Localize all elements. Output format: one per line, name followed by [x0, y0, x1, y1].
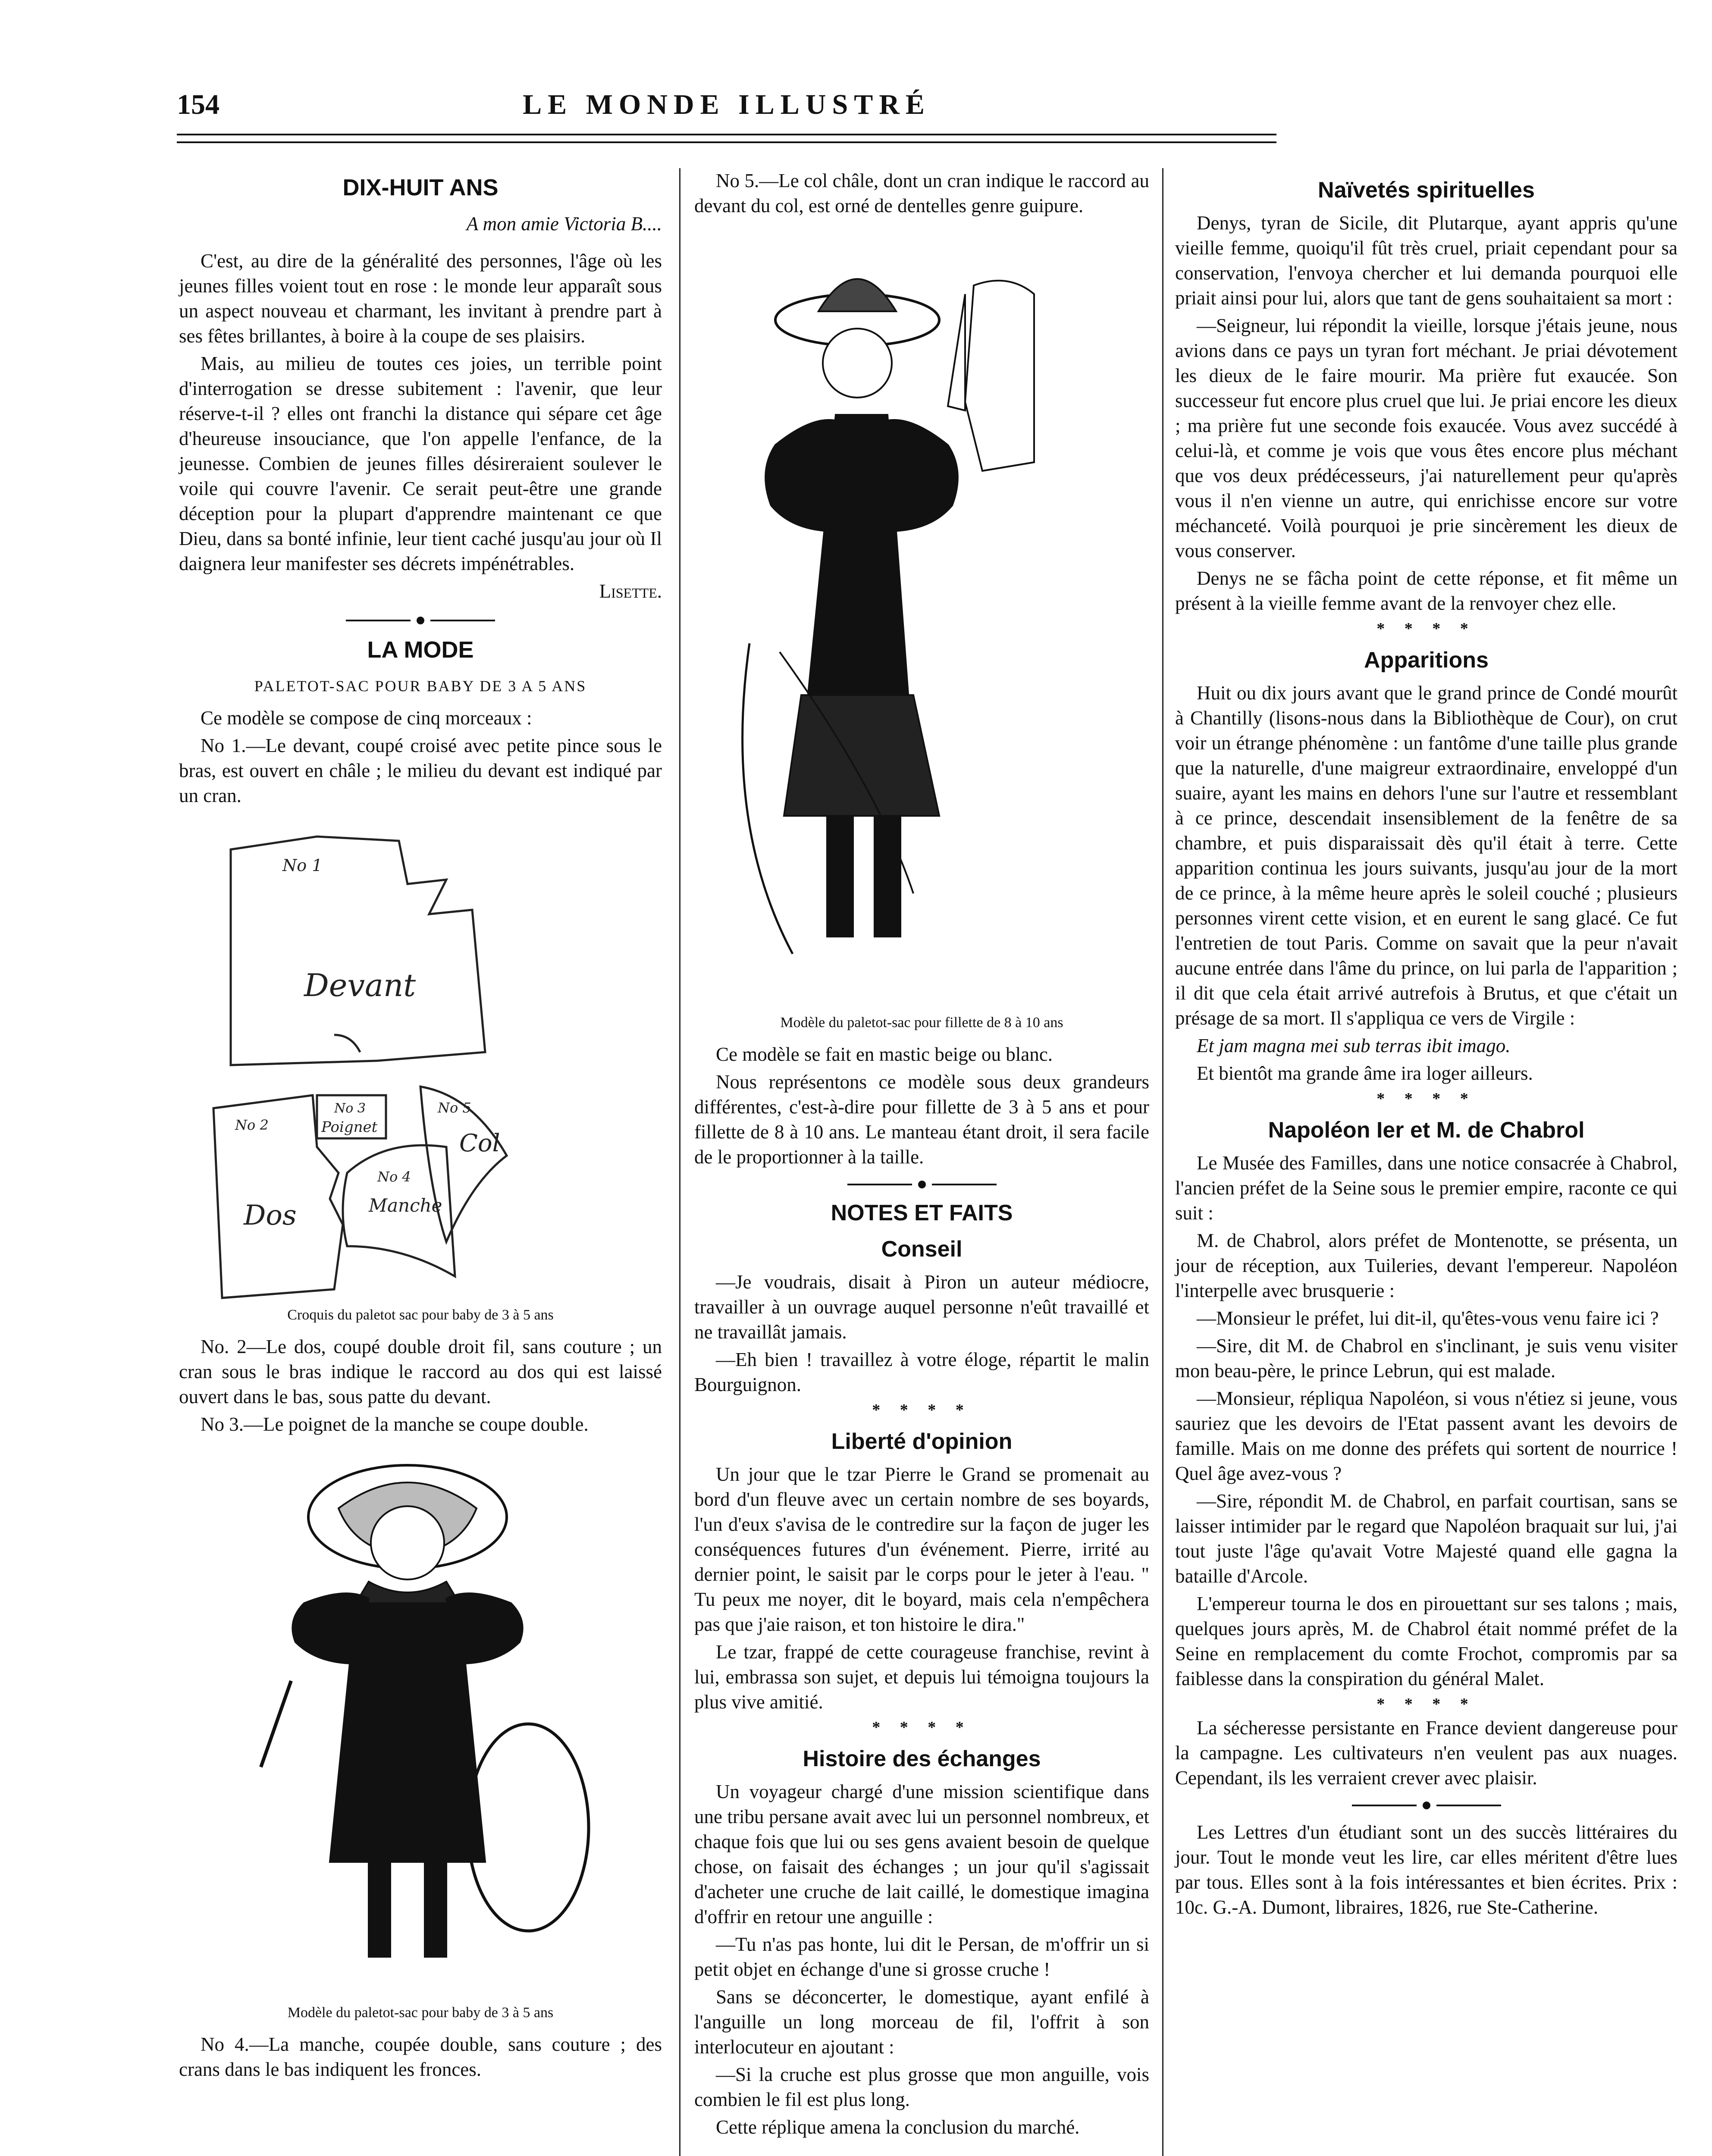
pattern-label: No 1: [282, 856, 323, 875]
middle-column: [694, 168, 1149, 2142]
virgil-verse: Et jam magna mei sub terras ibit imago.: [1197, 1035, 1511, 1056]
napoleon-paragraph: M. de Chabrol, alors préfet de Montenotte, se présenta, un jour de réception, aux Tuileries, devant l'empereur. Napoléon l'interpelle avec brusquerie :: [1175, 1230, 1678, 1301]
pattern-piece-devant: [231, 837, 485, 1065]
liberte-paragraph: Un jour que le tzar Pierre le Grand se promenait au bord d'un fleuve avec un certain nombre de ses boyards, l'un d'eux s'avisa de le contredire sur la façon de juger les conséquences futures d'un événement. Pierre, irrité au dernier point, le saisit par le corps pour le jeter à l'eau. " Tu peux me noyer, dit le boyard, mais cela n'empêchera pas que j'aie raison, et ton histoire le dira.": [694, 1463, 1149, 1635]
section-stars: * * * *: [1376, 620, 1476, 638]
mode-paragraph: No 1.—Le devant, coupé croisé avec petite pince sous le bras, est ouvert en châle ; le milieu du devant est indiqué par un cran.: [179, 735, 662, 806]
mode-paragraph: No. 2—Le dos, coupé double droit fil, sans couture ; un cran sous le bras indique le raccord au dos qui est laissé ouvert dans le bas, sous patte du devant.: [179, 1336, 662, 1407]
dixhuit-title: DIX-HUIT ANS: [342, 175, 499, 201]
girl-coat-caption: Modèle du paletot-sac pour fillette de 8 à 10 ans: [780, 1015, 1063, 1031]
dixhuit-paragraph: Mais, au milieu de toutes ces joies, un terrible point d'interrogation se dresse subitement : l'avenir, que leur réserve-t-il ? elles ont franchi la distance qui sépare cet âge d'heureuse insouciance, que l'on appelle l'enfance, de la jeunesse. Combien de jeunes filles désireraient soulever le voile qui couvre l'avenir. Ce serait peut-être une grande déception pour la plupart d'apprendre maintenant ce que Dieu, dans sa bonté infinie, leur tient caché jusqu'au jour où Il daignera leur manifester ses décrets impénétrables.: [179, 353, 662, 574]
pattern-label: Poignet: [321, 1119, 378, 1136]
right-column: [1175, 168, 1678, 1922]
pattern-label: Col: [459, 1129, 500, 1157]
mode-title: LA MODE: [367, 637, 474, 663]
header-rule-bottom: [177, 141, 1276, 143]
naivetes-paragraph: Denys ne se fâcha point de cette réponse, et fit même un présent à la vieille femme avant de la renvoyer chez elle.: [1175, 567, 1678, 614]
section-stars: * * * *: [872, 1401, 972, 1419]
conseil-paragraph: —Je voudrais, disait à Piron un auteur médiocre, travailler à un ouvrage auquel personne n'eût travaillé et ne travaillât jamais.: [694, 1271, 1149, 1343]
napoleon-paragraph: —Monsieur, répliqua Napoléon, si vous n'étiez si jeune, vous sauriez que les devoirs de l'Etat passent avant les devoirs de famille. Mais on me donne des préfets qui sortent de nourrice ! Quel âge avez-vous ?: [1175, 1388, 1678, 1484]
napoleon-paragraph: Le Musée des Familles, dans une notice consacrée à Chabrol, l'ancien préfet de la Seine sous le premier empire, raconte ce qui suit :: [1175, 1152, 1678, 1224]
page-number: 154: [177, 89, 219, 120]
apparitions-paragraph: Huit ou dix jours avant que le grand prince de Condé mourût à Chantilly (lisons-nous dans la Bibliothèque de Cour), on crut voir un étrange phénomène : un fantôme d'une taille plus grande que la naturelle, d'une maigreur extraordinaire, enveloppé d'un suaire, ayant les mains en dehors l'une sur l'autre et ressemblant à ce prince, descendait insensiblement de la fenêtre de sa chambre, et puis disparaissait dès qu'il était à terre. Cette apparition continua les jours suivants, jusqu'au jour de la mort de ce prince, à la même heure après le soleil couché ; plusieurs personnes virent cette vision, et en eurent le sang glacé. Ce fut l'entretien de tout Paris. Comme on savait que la peur n'avait aucune entrée dans l'âme du prince, on lui parla de l'apparition ; il dit que cela était arrivé autrefois à Brutus, et que c'était un présage de sa mort. Il s'appliqua ce vers de Virgile :: [1175, 682, 1678, 1029]
mode-paragraph: No 5.—Le col châle, dont un cran indique le raccord au devant du col, est orné de dentelles genre guipure.: [694, 170, 1149, 216]
column-separator-right: [1162, 168, 1163, 2156]
ornament-divider: [1175, 1802, 1678, 1809]
header-rule-top: [177, 134, 1276, 135]
echanges-title: Histoire des échanges: [803, 1746, 1041, 1771]
pattern-label: Dos: [244, 1200, 297, 1232]
echanges-paragraph: —Tu n'as pas honte, lui dit le Persan, de m'offrir un si petit objet en échange d'une si grosse cruche !: [694, 1934, 1149, 1980]
section-stars: * * * *: [872, 1718, 972, 1736]
virgil-translation: Et bientôt ma grande âme ira loger ailleurs.: [1197, 1062, 1533, 1084]
pattern-sketch-figure: [205, 811, 636, 1302]
echanges-paragraph: —Si la cruche est plus grosse que mon anguille, vois combien le fil est plus long.: [694, 2064, 1149, 2110]
mode-paragraph: Ce modèle se compose de cinq morceaux :: [201, 707, 532, 729]
liberte-paragraph: Le tzar, frappé de cette courageuse franchise, revint à lui, embrassa son sujet, et depuis lui témoigna toujours la plus vive amitié.: [694, 1641, 1149, 1713]
baby-coat-illustration: [226, 1439, 615, 2000]
napoleon-paragraph: L'empereur tourna le dos en pirouettant sur ses talons ; mais, quelques jours après, M. de Chabrol était nommé préfet de la Seine en remplacement du comte Frochot, compromis par sa faiblesse dans la conspiration du général Malet.: [1175, 1593, 1678, 1689]
naivetes-title: Naïvetés spirituelles: [1318, 178, 1535, 203]
column-separator-left: [679, 168, 680, 2156]
napoleon-paragraph: —Sire, dit M. de Chabrol en s'inclinant, je suis venu visiter mon beau-père, le prince Lebrun, qui est malade.: [1175, 1335, 1678, 1382]
apparitions-title: Apparitions: [1364, 648, 1489, 673]
pattern-label: No 5: [438, 1100, 471, 1116]
naivetes-paragraph: Denys, tyran de Sicile, dit Plutarque, ayant appris qu'une vieille femme, quoiqu'il fût très cruel, priait cependant pour sa conservation, l'envoya chercher et lui demanda pourquoi elle priait ainsi pour lui, alors que tant de gens souhaitaient sa mort :: [1175, 212, 1678, 309]
napoleon-paragraph: —Sire, répondit M. de Chabrol, en parfait courtisan, sans se laisser intimider par le regard que Napoléon braquait sur lui, j'ai tout juste l'âge qu'avait Votre Majesté quand elle gagna la bataille d'Arcole.: [1175, 1490, 1678, 1587]
pattern-label: No 4: [377, 1169, 411, 1185]
mode-paragraph: No 4.—La manche, coupée double, sans couture ; des crans dans le bas indiquent les fronces.: [179, 2034, 662, 2080]
echanges-paragraph: Sans se déconcerter, le domestique, ayant enfilé à l'anguille un long morceau de fil, l'offrit à son interlocuteur en ajoutant :: [694, 1986, 1149, 2058]
baby-coat-caption: Modèle du paletot-sac pour baby de 3 à 5 ans: [287, 2005, 554, 2021]
dixhuit-paragraph: C'est, au dire de la généralité des personnes, l'âge où les jeunes filles voient tout en rose : le monde leur apparaît sous un aspect nouveau et charmant, les invitant à prendre part à ses fêtes brillantes, à boire à la coupe de ses plaisirs.: [179, 250, 662, 347]
echanges-paragraph: Un voyageur chargé d'une mission scientifique dans une tribu persane avait avec lui un personnel nombreux, et chaque fois que lui ou ses gens avaient besoin de quelque chose, on faisait des échanges ; un jour qu'il s'agissait d'acheter une cruche de lait caillé, le domestique imagina d'offrir en retour une anguille :: [694, 1781, 1149, 1927]
conseil-paragraph: —Eh bien ! travaillez à votre éloge, répartit le malin Bourguignon.: [694, 1349, 1149, 1395]
lettres-paragraph: Les Lettres d'un étudiant sont un des succès littéraires du jour. Tout le monde veut les lire, car elles méritent d'être lues par tous. Elles sont à la fois intéressantes et bien écrites. Prix : 10c. G.-A. Dumont, libraires, 1826, rue Ste-Catherine.: [1175, 1821, 1678, 1918]
pattern-caption: Croquis du paletot sac pour baby de 3 à 5 ans: [287, 1307, 554, 1323]
pattern-label: No 2: [235, 1117, 269, 1133]
left-column: [179, 168, 662, 2084]
section-stars: * * * *: [1376, 1090, 1476, 1108]
ornament-divider: [694, 1181, 1149, 1188]
pattern-label: No 3: [334, 1101, 366, 1116]
notes-title: NOTES ET FAITS: [831, 1200, 1013, 1225]
section-stars: * * * *: [1376, 1695, 1476, 1713]
pattern-dart: [334, 1035, 360, 1052]
napoleon-paragraph: —Monsieur le préfet, lui dit-il, qu'êtes-vous venu faire ici ?: [1197, 1307, 1659, 1329]
naivetes-paragraph: —Seigneur, lui répondit la vieille, lorsque j'étais jeune, nous avions dans ce pays un tyran fort méchant. Je priai dévotement les dieux de le faire mourir. Ma prière fut exaucée. Son successeur fut encore plus cruel que lui. Je priai encore les dieux ; ma prière fut une seconde fois exaucée. Vous avez succédé à celui-là, et comme je vois que vous êtes encore plus méchant que vos deux prédécesseurs, j'ai naturellement peur qu'après vous il n'en vienne un autre, qui enrichisse encore sur votre méchanceté. Voilà pourquoi je prie sincèrement les dieux de vous conserver.: [1175, 315, 1678, 561]
dixhuit-dedication: A mon amie Victoria B....: [466, 213, 662, 235]
journal-title: LE MONDE ILLUSTRÉ: [523, 89, 931, 120]
mode-paragraph: No 3.—Le poignet de la manche se coupe double.: [201, 1413, 589, 1435]
pattern-label: Devant: [304, 967, 416, 1003]
pattern-label: Manche: [369, 1195, 442, 1216]
conseil-title: Conseil: [881, 1237, 963, 1262]
ornament-divider: [179, 617, 662, 624]
liberte-title: Liberté d'opinion: [831, 1429, 1013, 1454]
napoleon-title: Napoléon Ier et M. de Chabrol: [1268, 1118, 1585, 1143]
echanges-paragraph: Cette réplique amena la conclusion du marché.: [716, 2116, 1080, 2138]
mode-subtitle: PALETOT-SAC POUR BABY DE 3 A 5 ANS: [254, 677, 587, 695]
girl-coat-illustration: [706, 221, 1138, 1010]
mode-paragraph: Ce modèle se fait en mastic beige ou blanc.: [716, 1044, 1053, 1065]
page-header: [177, 88, 1276, 127]
dixhuit-signature: Lisette.: [599, 580, 662, 602]
secheresse-paragraph: La sécheresse persistante en France devient dangereuse pour la campagne. Les cultivateurs n'en veulent pas aux nuages. Cependant, ils les verraient crever avec plaisir.: [1175, 1717, 1678, 1789]
mode-paragraph: Nous représentons ce modèle sous deux grandeurs différentes, c'est-à-dire pour fillette de 3 à 5 ans et pour fillette de 8 à 10 ans. Le manteau étant droit, il sera facile de le proportionner à la taille.: [694, 1071, 1149, 1168]
